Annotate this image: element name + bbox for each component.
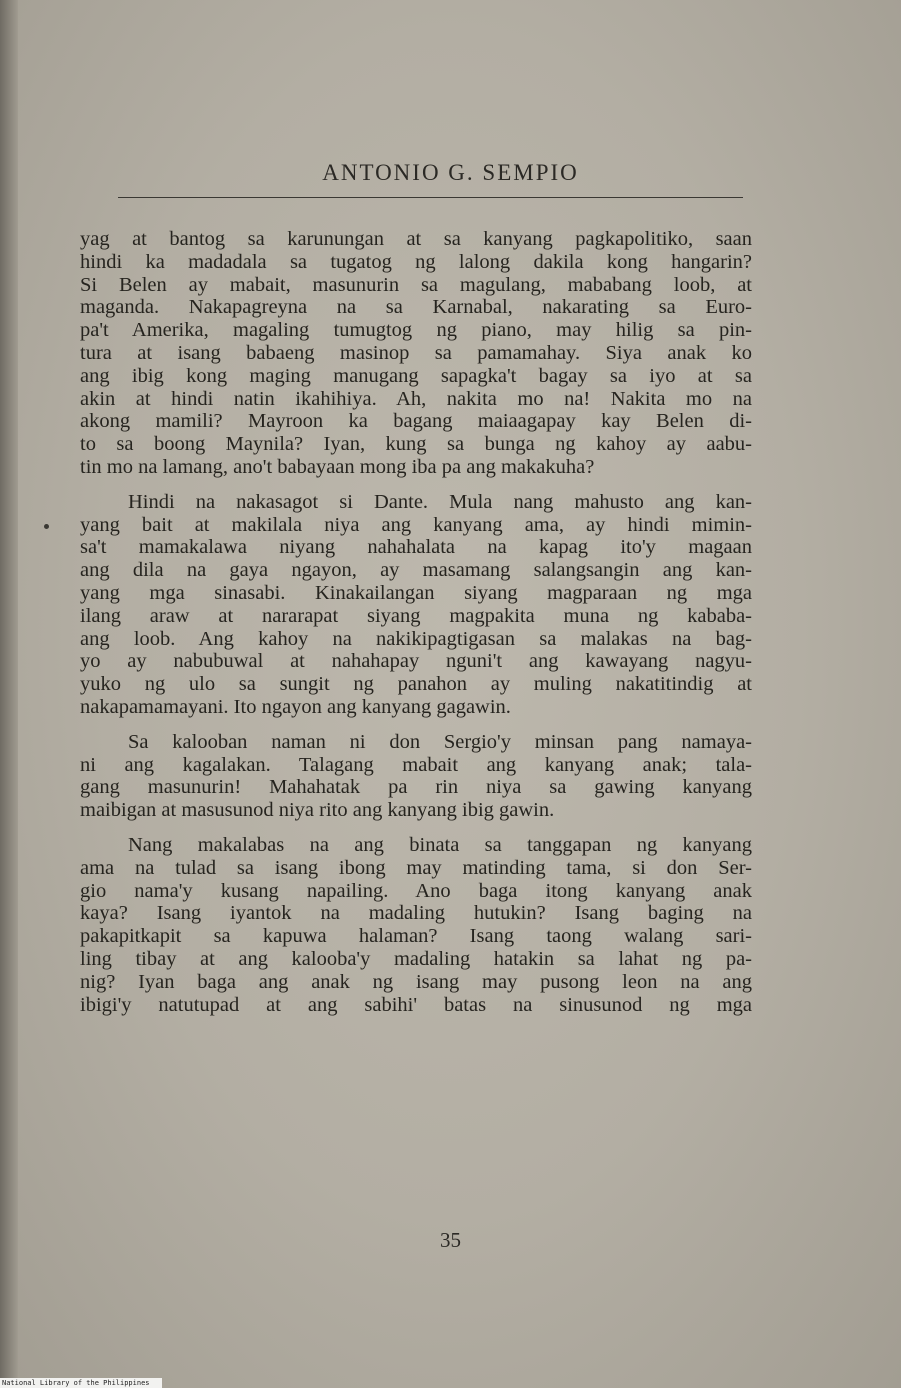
paragraph-2 (80, 491, 752, 719)
text-line: maganda. Nakapagreyna na sa Karnabal, nakarating sa Euro- (80, 296, 752, 319)
text-line: gang masunurin! Mahahatak pa rin niya sa gawing kanyang (80, 776, 752, 799)
text-line: Hindi na nakasagot si Dante. Mula nang mahusto ang kan- (128, 490, 752, 513)
text-line: pakapitkapit sa kapuwa halaman? Isang taong walang sari- (80, 925, 752, 948)
text-line: akin at hindi natin ikahihiya. Ah, nakita mo na! Nakita mo na (80, 387, 752, 410)
paragraph-4 (80, 834, 752, 1016)
body-text (80, 228, 752, 1028)
text-line: ling tibay at ang kalooba'y madaling hatakin sa lahat ng pa- (80, 947, 752, 970)
text-line: nakapamamayani. Ito ngayon ang kanyang gagawin. (80, 695, 511, 718)
text-line: ibigi'y natutupad at ang sabihi' batas na sinusunod ng mga (80, 993, 752, 1016)
text-line: yuko ng ulo sa sungit ng panahon ay muling nakatitindig at (80, 673, 752, 696)
text-line: Sa kalooban naman ni don Sergio'y minsan pang namaya- (128, 730, 752, 753)
text-line: ang loob. Ang kahoy na nakikipagtigasan sa malakas na bag- (80, 627, 752, 650)
header-rule (118, 197, 743, 198)
margin-mark (44, 524, 49, 529)
running-header: ANTONIO G. SEMPIO (322, 160, 579, 185)
page-binding-edge (0, 0, 18, 1388)
text-line: ang dila na gaya ngayon, ay masamang salangsangin ang kan- (80, 559, 752, 582)
text-line: pa't Amerika, magaling tumugtog ng piano, may hilig sa pin- (80, 319, 752, 342)
paragraph-3 (80, 731, 752, 822)
text-line: ang ibig kong maging manugang sapagka't bagay sa iyo at sa (80, 364, 752, 387)
text-line: kaya? Isang iyantok na madaling hutukin? Isang baging na (80, 902, 752, 925)
page-number: 35 (440, 1228, 461, 1252)
text-line: tin mo na lamang, ano't babayaan mong iba pa ang makakuha? (80, 455, 595, 478)
text-line: hindi ka madadala sa tugatog ng lalong dakila kong hangarin? (80, 250, 752, 273)
text-line: tura at isang babaeng masinop sa pamamahay. Siya anak ko (80, 341, 752, 364)
text-line: yag at bantog sa karunungan at sa kanyang pagkapolitiko, saan (80, 228, 752, 250)
text-line: gio nama'y kusang napailing. Ano baga itong kanyang anak (80, 879, 752, 902)
text-line: Si Belen ay mabait, masunurin sa magulang, mababang loob, at (80, 273, 752, 296)
text-line: to sa boong Maynila? Iyan, kung sa bunga ng kahoy ay aabu- (80, 433, 752, 456)
paragraph-1 (80, 228, 752, 479)
text-line: yo ay nabubuwal at nahahapay nguni't ang kawayang nagyu- (80, 650, 752, 673)
text-line: akong mamili? Mayroon ka bagang maiaagapay kay Belen di- (80, 410, 752, 433)
text-line: ilang araw at nararapat siyang magpakita muna ng kababa- (80, 604, 752, 627)
text-line: ni ang kagalakan. Talagang mabait ang kanyang anak; tala- (80, 753, 752, 776)
text-line: nig? Iyan baga ang anak ng isang may pusong leon na ang (80, 970, 752, 993)
text-line: sa't mamakalawa niyang nahahalata na kapag ito'y magaan (80, 536, 752, 559)
text-line: Nang makalabas na ang binata sa tanggapan ng kanyang (128, 833, 752, 856)
text-line: maibigan at masusunod niya rito ang kanyang ibig gawin. (80, 799, 555, 822)
library-attribution: National Library of the Philippines (0, 1378, 162, 1388)
text-line: ama na tulad sa isang ibong may matinding tama, si don Ser- (80, 856, 752, 879)
text-line: yang mga sinasabi. Kinakailangan siyang magparaan ng mga (80, 581, 752, 604)
text-line: yang bait at makilala niya ang kanyang ama, ay hindi mimin- (80, 513, 752, 536)
